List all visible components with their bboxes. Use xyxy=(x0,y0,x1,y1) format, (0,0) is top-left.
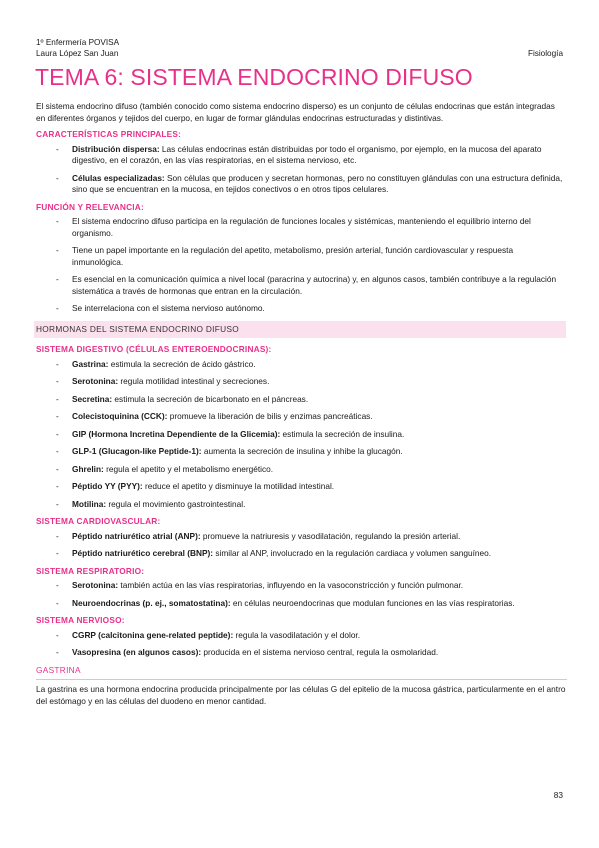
gastrina-heading: GASTRINA xyxy=(36,665,567,681)
funcion-list xyxy=(36,216,566,315)
resp-heading: SISTEMA RESPIRATORIO: xyxy=(36,565,145,576)
list-item: - Es esencial en la comunicación química a nivel local (paracrina y autocrina) y, en algunos casos, también contribuye a la regulación sistemática a través de hormonas que entran en la circulación. xyxy=(36,274,566,297)
list-item: - Neuroendocrinas (p. ej., somatostatina): en células neuroendocrinas que modulan funciones en las vías respiratorias. xyxy=(36,598,566,610)
course-label: 1º Enfermería POVISA xyxy=(36,38,120,47)
list-item: - Ghrelin: regula el apetito y el metabolismo energético. xyxy=(36,464,566,476)
list-item: - Serotonina: también actúa en las vías respiratorias, influyendo en la vasoconstricción y función pulmonar. xyxy=(36,580,566,592)
caracteristicas-list xyxy=(36,144,566,196)
list-item: - Vasopresina (en algunos casos): producida en el sistema nervioso central, regula la osmolaridad. xyxy=(36,647,566,659)
list-item: - Secretina: estimula la secreción de bicarbonato en el páncreas. xyxy=(36,394,566,406)
list-item: - GLP-1 (Glucagon-like Peptide-1): aumenta la secreción de insulina y inhibe la glucagón. xyxy=(36,446,566,458)
funcion-heading: FUNCIÓN Y RELEVANCIA: xyxy=(36,201,144,212)
list-item: - Motilina: regula el movimiento gastrointestinal. xyxy=(36,499,566,511)
list-item: - Péptido natriurético atrial (ANP): promueve la natriuresis y vasodilatación, regulando la presión arterial. xyxy=(36,531,566,543)
cardio-list xyxy=(36,531,566,560)
digestivo-list xyxy=(36,359,566,511)
list-item: - El sistema endocrino difuso participa en la regulación de funciones locales y sistémicas, manteniendo el equilibrio interno del organismo. xyxy=(36,216,566,239)
intro-paragraph: El sistema endocrino difuso (también conocido como sistema endocrino disperso) es un conjunto de células endocrinas que están integradas en diferentes órganos y tejidos del cuerpo, en lugar de formar glándulas endocrinas estructuradas y distintivas. xyxy=(36,101,555,123)
page-title: TEMA 6: SISTEMA ENDOCRINO DIFUSO xyxy=(35,64,473,90)
list-item: - Gastrina: estimula la secreción de ácido gástrico. xyxy=(36,359,566,371)
page-number: 83 xyxy=(553,790,563,800)
list-item: - Péptido YY (PYY): reduce el apetito y disminuye la motilidad intestinal. xyxy=(36,481,566,493)
subject-label: Fisiología xyxy=(527,49,563,58)
main-content xyxy=(36,101,566,712)
page-header xyxy=(36,37,119,59)
nervioso-heading: SISTEMA NERVIOSO: xyxy=(36,615,125,625)
nervioso-list xyxy=(36,630,566,659)
list-item: - Serotonina: regula motilidad intestinal y secreciones. xyxy=(36,376,566,388)
resp-list xyxy=(36,580,566,609)
author-label: Laura López San Juan xyxy=(36,49,119,58)
list-item: - Colecistoquinina (CCK): promueve la liberación de bilis y enzimas pancreáticas. xyxy=(36,411,566,423)
list-item: - Se interrelaciona con el sistema nervioso autónomo. xyxy=(36,303,566,315)
list-item: - Distribución dispersa: Las células endocrinas están distribuidas por todo el organismo, por ejemplo, en la mucosa del aparato digestivo, en el corazón, en las vías respiratorias, en el sistema nervioso, etc. xyxy=(36,144,566,167)
hormonas-section-band: HORMONAS DEL SISTEMA ENDOCRINO DIFUSO xyxy=(34,321,566,339)
list-item: - Péptido natriurético cerebral (BNP): similar al ANP, involucrado en la regulación cardiaca y volumen sanguíneo. xyxy=(36,548,566,560)
list-item: - GIP (Hormona Incretina Dependiente de la Glicemia): estimula la secreción de insulina. xyxy=(36,429,566,441)
list-item: - Células especializadas: Son células que producen y secretan hormonas, pero no constituyen glándulas con una estructura definida, sino que se encuentran en la mucosa, en tejidos conectivos o en otros tipos celulares. xyxy=(36,173,566,196)
list-item: - Tiene un papel importante en la regulación del apetito, metabolismo, presión arterial, función cardiovascular y respuesta inmunológica. xyxy=(36,245,566,268)
gastrina-paragraph: La gastrina es una hormona endocrina producida principalmente por las células G del epitelio de la mucosa gástrica, particularmente en el antro del estómago y en las células del duodeno en menor cantidad. xyxy=(36,684,566,706)
digestivo-heading: SISTEMA DIGESTIVO (CÉLULAS ENTEROENDOCRINAS): xyxy=(36,344,272,354)
cardio-heading: SISTEMA CARDIOVASCULAR: xyxy=(36,516,161,526)
list-item: - CGRP (calcitonina gene-related peptide): regula la vasodilatación y el dolor. xyxy=(36,630,566,642)
caracteristicas-heading: CARACTERÍSTICAS PRINCIPALES: xyxy=(36,129,182,139)
